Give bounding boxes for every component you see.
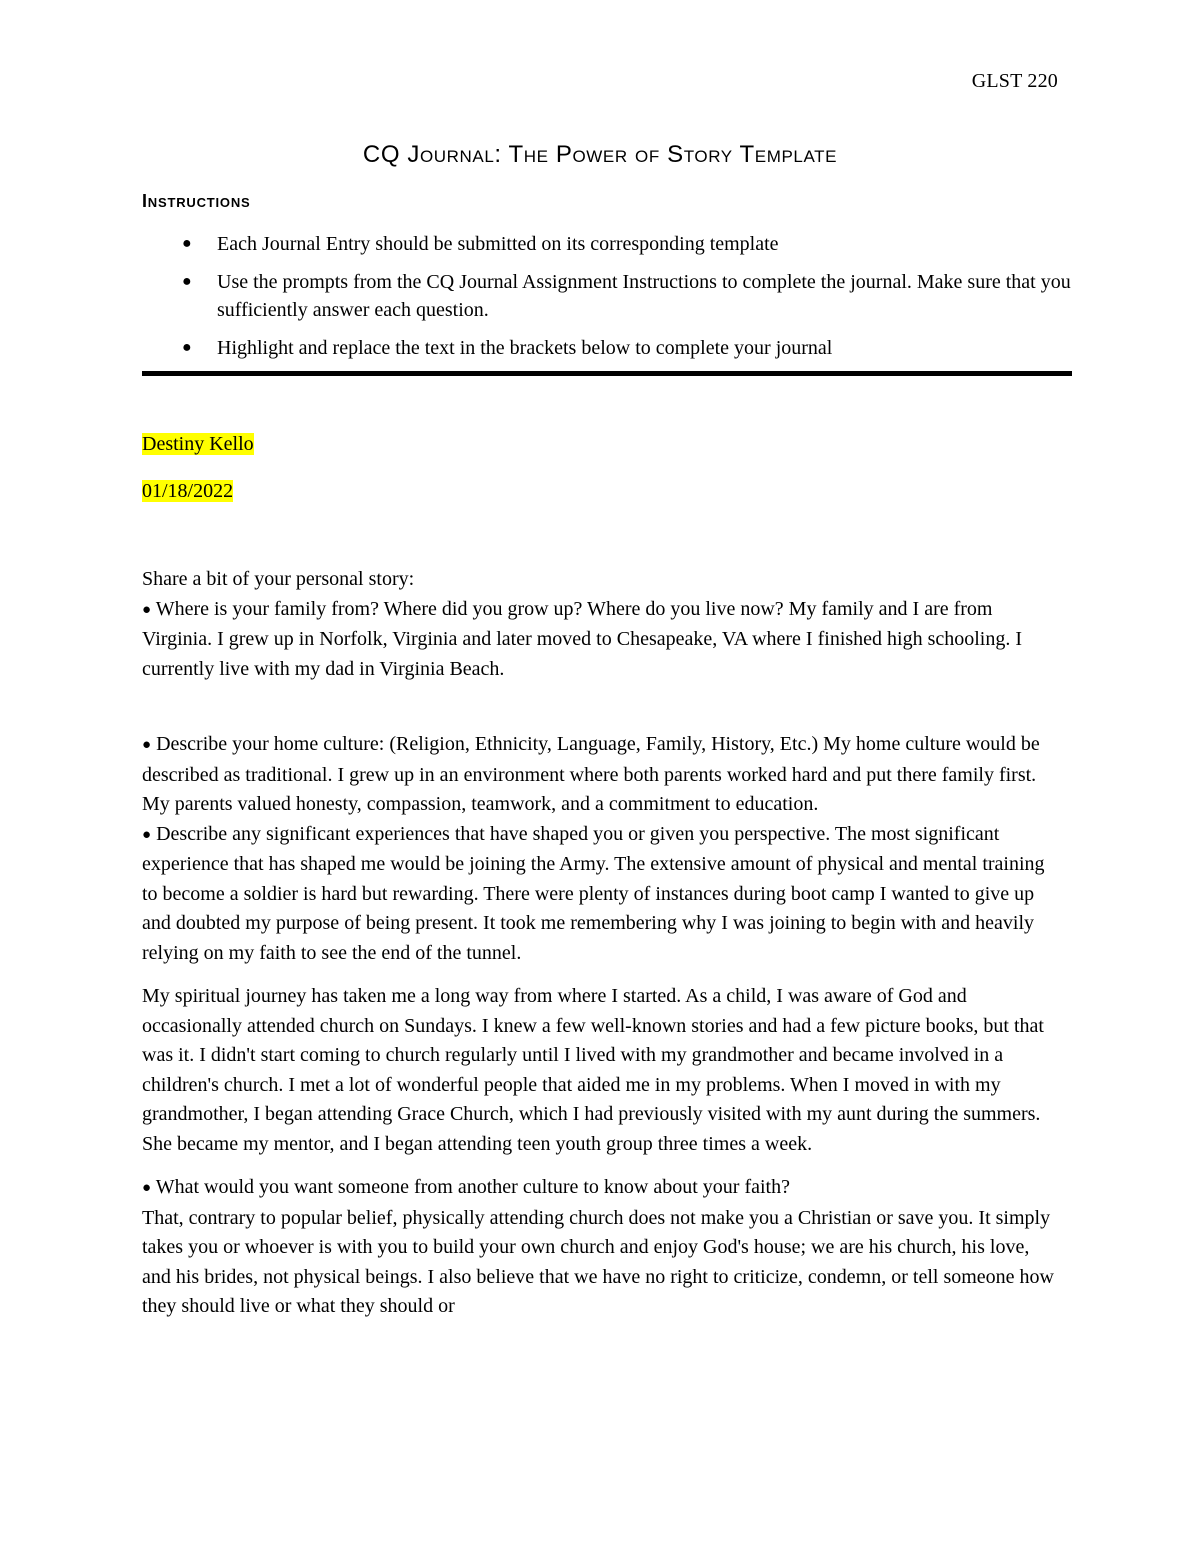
- list-item: [142, 334, 1072, 362]
- entry-date: 01/18/2022: [142, 480, 234, 502]
- bullet-icon: ●: [142, 826, 152, 843]
- bullet-icon: ●: [142, 601, 152, 618]
- bullet-icon: ●: [142, 737, 152, 753]
- question-faith: [142, 1173, 1062, 1204]
- question-experiences-text: Describe any significant experiences that have shaped you or given you perspective. The most significant experience that has shaped me would be joining the Army. The extensive amount of physical and mental training to become a soldier is hard but rewarding. There were plenty of instances during boot camp I wanted to give up and doubted my purpose of being present. It took me remembering why I was joining to begin with and heavily relying on my faith to see the end of the tunnel.: [142, 822, 1045, 964]
- question-family: [142, 595, 1062, 685]
- intro-text: Share a bit of your personal story:: [142, 568, 415, 590]
- instruction-text: Each Journal Entry should be submitted on its corresponding template: [217, 233, 779, 255]
- bullet-icon: ●: [142, 1180, 152, 1196]
- list-item: [142, 268, 1072, 324]
- instructions-list: [142, 230, 1072, 372]
- bullet-icon: ●: [182, 339, 192, 356]
- journal-body: [142, 565, 1062, 1322]
- document-title: CQ Journal: The Power of Story Template: [362, 141, 838, 168]
- list-item: [142, 230, 1072, 258]
- bullet-icon: ●: [182, 235, 192, 252]
- spiritual-journey-paragraph: My spiritual journey has taken me a long way from where I started. As a child, I was aware of God and occasionally attended church on Sundays. I knew a few well-known stories and had a few picture books, but that was it. I didn't start coming to church regularly until I lived with my grandmother and became involved in a children's church. I met a lot of wonderful people that aided me in my problems. When I moved in with my grandmother, I began attending Grace Church, which I had previously visited with my aunt during the summers. She became my mentor, and I began attending teen youth group three times a week.: [142, 985, 1044, 1155]
- question-culture-text: Describe your home culture: (Religion, Ethnicity, Language, Family, History, Etc.) My home culture would be described as traditional. I grew up in an environment where both parents worked hard and put there family first. My parents valued honesty, compassion, teamwork, and a commitment to education.: [142, 733, 1040, 815]
- bullet-icon: ●: [182, 273, 192, 290]
- faith-answer-paragraph: That, contrary to popular belief, physically attending church does not make you a Christian or save you. It simply takes you or whoever is with you to build your own church and enjoy God's house; we are his church, his love, and his brides, not physical beings. I also believe that we have no right to criticize, condemn, or tell someone how they should live or what they should or: [142, 1206, 1054, 1317]
- instruction-text: Use the prompts from the CQ Journal Assignment Instructions to complete the journal. Make sure that you sufficiently answer each question.: [217, 271, 1071, 321]
- course-code: GLST 220: [971, 70, 1058, 92]
- question-culture: [142, 730, 1062, 820]
- instructions-heading: Instructions: [142, 191, 251, 211]
- student-name: Destiny Kello: [142, 433, 254, 455]
- question-experiences: [142, 820, 1062, 969]
- student-name-line: [142, 430, 254, 458]
- question-family-text: Where is your family from? Where did you grow up? Where do you live now? My family and I are from Virginia. I grew up in Norfolk, Virginia and later moved to Chesapeake, VA where I finished high schooling. I currently live with my dad in Virginia Beach.: [142, 597, 1023, 680]
- horizontal-divider: [142, 371, 1072, 376]
- date-line: [142, 477, 233, 505]
- instruction-text: Highlight and replace the text in the brackets below to complete your journal: [217, 337, 833, 359]
- question-faith-text: What would you want someone from another culture to know about your faith?: [155, 1176, 790, 1198]
